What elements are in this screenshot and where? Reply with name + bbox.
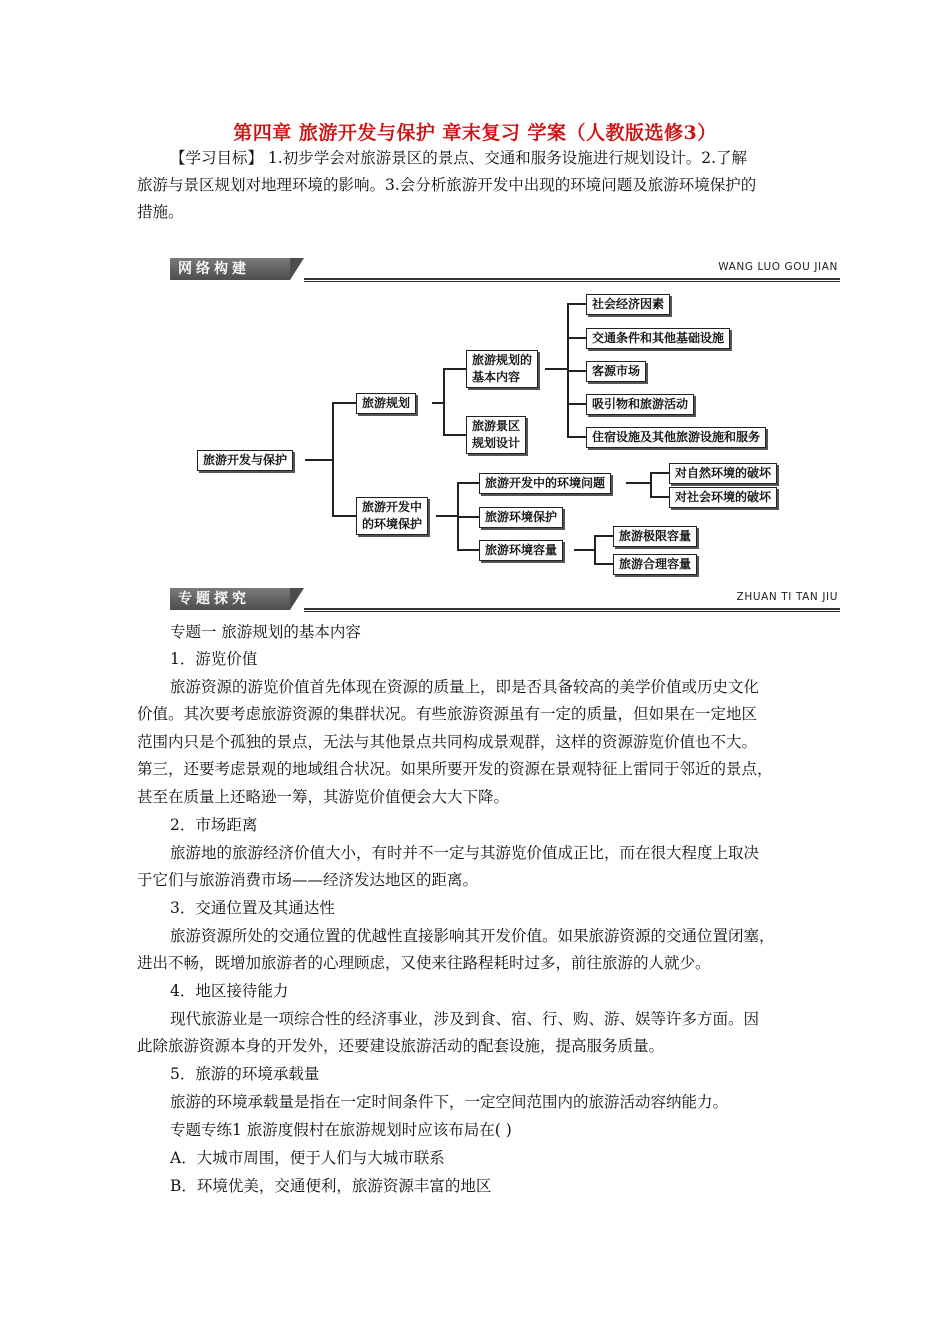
node-b3: 客源市场 xyxy=(586,361,646,382)
paragraph-1-line-4: 第三，还要考虑景观的地域组合状况。如果所要开发的资源在景观特征上雷同于邻近的景点， xyxy=(137,760,773,778)
exercise-question: 专题专练1 旅游度假村在旅游规划时应该布局在( ) xyxy=(170,1121,512,1139)
node-scenic-design: 旅游景区 规划设计 xyxy=(466,416,526,454)
node-e3b: 旅游合理容量 xyxy=(613,554,697,575)
subheading-5: 5．旅游的环境承载量 xyxy=(170,1065,320,1083)
paragraph-2-line-2: 于它们与旅游消费市场——经济发达地区的距离。 xyxy=(137,871,479,889)
node-e1a: 对自然环境的破坏 xyxy=(669,463,777,484)
subheading-2: 2．市场距离 xyxy=(170,816,258,834)
node-e3a: 旅游极限容量 xyxy=(613,526,697,547)
option-b: B．环境优美，交通便利，旅游资源丰富的地区 xyxy=(170,1177,492,1195)
node-b5: 住宿设施及其他旅游设施和服务 xyxy=(586,427,766,448)
paragraph-4-line-2: 此除旅游资源本身的开发外，还要建设旅游活动的配套设施，提高服务质量。 xyxy=(137,1037,665,1055)
paragraph-1-line-5: 甚至在质量上还略逊一筹，其游览价值便会大大下降。 xyxy=(137,788,510,806)
paragraph-1-line-2: 价值。其次要考虑旅游资源的集群状况。有些旅游资源虽有一定的质量，但如果在一定地区 xyxy=(137,705,758,723)
node-b4: 吸引物和旅游活动 xyxy=(586,394,694,415)
node-e2: 旅游环境保护 xyxy=(479,507,563,528)
subheading-1: 1．游览价值 xyxy=(170,650,258,668)
node-basic-content: 旅游规划的 基本内容 xyxy=(466,350,538,388)
objectives-line-2: 旅游与景区规划对地理环境的影响。3.会分析旅游开发中出现的环境问题及旅游环境保护的 xyxy=(137,176,757,194)
paragraph-1-line-3: 范围内只是个孤独的景点，无法与其他景点共同构成景观群，这样的资源游览价值也不大。 xyxy=(137,733,758,751)
paragraph-3-line-1: 旅游资源所处的交通位置的优越性直接影响其开发价值。如果旅游资源的交通位置闭塞， xyxy=(170,927,775,945)
section-en-network: WANG LUO GOU JIAN xyxy=(718,261,838,273)
section-label-topics: 专题探究 xyxy=(170,588,290,610)
node-e1: 旅游开发中的环境问题 xyxy=(479,473,611,494)
node-planning: 旅游规划 xyxy=(356,393,416,414)
node-e3: 旅游环境容量 xyxy=(479,540,563,561)
node-root: 旅游开发与保护 xyxy=(197,450,293,471)
topic-heading: 专题一 旅游规划的基本内容 xyxy=(170,623,361,641)
node-env-protection: 旅游开发中 的环境保护 xyxy=(356,497,428,535)
section-en-topics: ZHUAN TI TAN JIU xyxy=(736,591,838,603)
subheading-3: 3．交通位置及其通达性 xyxy=(170,899,335,917)
page-title: 第四章 旅游开发与保护 章末复习 学案（人教版选修3） xyxy=(233,122,717,144)
option-a: A．大城市周围，便于人们与大城市联系 xyxy=(170,1149,445,1167)
paragraph-1-line-1: 旅游资源的游览价值首先体现在资源的质量上，即是否具备较高的美学价值或历史文化 xyxy=(170,678,760,696)
objectives-line-1: 【学习目标】 1.初步学会对旅游景区的景点、交通和服务设施进行规划设计。2.了解 xyxy=(170,149,748,167)
node-b2: 交通条件和其他基础设施 xyxy=(586,328,730,349)
section-bar-network xyxy=(170,258,840,282)
node-e1b: 对社会环境的破坏 xyxy=(669,487,777,508)
section-label-network: 网络构建 xyxy=(170,258,290,280)
subheading-4: 4．地区接待能力 xyxy=(170,982,289,1000)
paragraph-4-line-1: 现代旅游业是一项综合性的经济事业，涉及到食、宿、行、购、游、娱等许多方面。因 xyxy=(170,1010,760,1028)
paragraph-3-line-2: 进出不畅，既增加旅游者的心理顾虑，又使来往路程耗时过多，前往旅游的人就少。 xyxy=(137,954,711,972)
paragraph-5-line-1: 旅游的环境承载量是指在一定时间条件下，一定空间范围内的旅游活动容纳能力。 xyxy=(170,1093,729,1111)
section-bar-topics xyxy=(170,588,840,612)
paragraph-2-line-1: 旅游地的旅游经济价值大小，有时并不一定与其游览价值成正比，而在很大程度上取决 xyxy=(170,844,760,862)
node-b1: 社会经济因素 xyxy=(586,294,670,315)
objectives-line-3: 措施。 xyxy=(137,203,184,221)
